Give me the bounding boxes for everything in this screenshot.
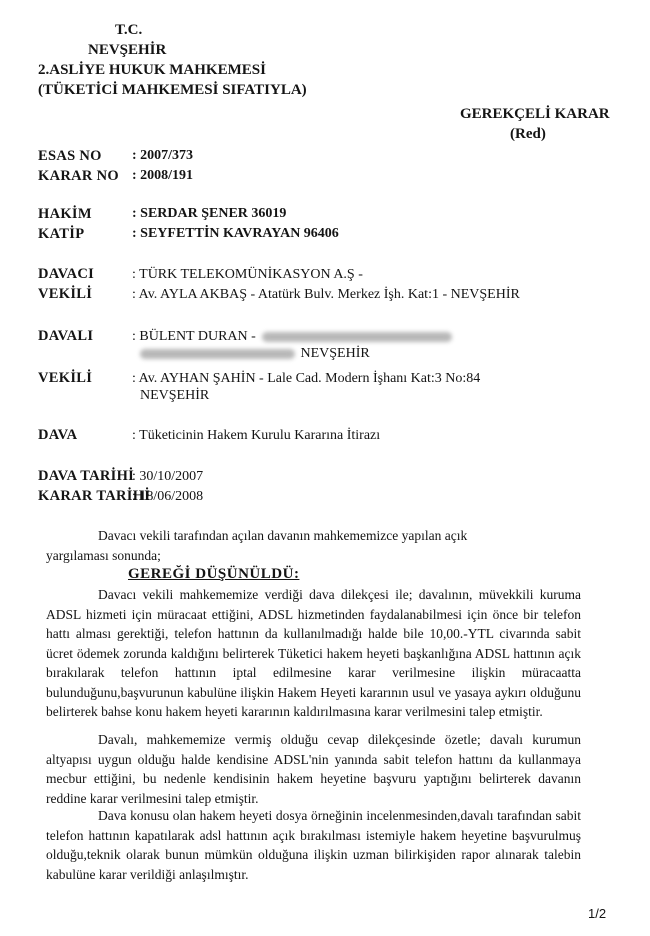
paragraph-3-text: Dava konusu olan hakem heyeti dosya örneğinin incelenmesinden,davalı tarafından sabit telefon hattının kapatılarak adsl hattının açık bırakılması istemiyle hakem heyetine başvurulmuş olduğu,teknik olarak bunun mümkün olduğuna ilişkin uzman bilirkişiden rapor alınarak talebin kabulüne karar verildiği anlaşılmıştır. <box>46 808 581 882</box>
davali-name: : BÜLENT DURAN - <box>132 329 256 344</box>
dava-label: DAVA <box>38 427 78 443</box>
davaci-label: DAVACI <box>38 266 95 282</box>
intro-line-1: Davacı vekili tarafından açılan davanın mahkememizce yapılan açık <box>98 528 468 543</box>
court-name: 2.ASLİYE HUKUK MAHKEMESİ <box>38 62 266 78</box>
katip-label: KATİP <box>38 226 85 242</box>
header-tc: T.C. <box>115 22 143 38</box>
redacted-address-line1 <box>262 332 452 342</box>
karar-label: KARAR NO <box>38 168 119 184</box>
davali-value <box>132 329 452 345</box>
intro-line-2: yargılaması sonunda; <box>46 548 161 563</box>
davaci-vekili-value: : Av. AYLA AKBAŞ - Atatürk Bulv. Merkez İşh. Kat:1 - NEVŞEHİR <box>132 287 520 302</box>
court-role: (TÜKETİCİ MAHKEMESİ SIFATIYLA) <box>38 82 307 98</box>
header-city: NEVŞEHİR <box>88 42 167 58</box>
davaci-vekili-label: VEKİLİ <box>38 286 93 302</box>
davali-vekili-value: : Av. AYHAN ŞAHİN - Lale Cad. Modern İşhanı Kat:3 No:84 <box>132 371 481 386</box>
davali-label: DAVALI <box>38 328 94 344</box>
page-number: 1/2 <box>588 906 607 921</box>
decision-title: GEREKÇELİ KARAR <box>460 106 610 122</box>
paragraph-3 <box>46 806 581 884</box>
paragraph-1 <box>46 585 581 722</box>
karar-tarihi-value: : 18/06/2008 <box>132 489 204 504</box>
esas-label: ESAS NO <box>38 148 102 164</box>
davaci-value: : TÜRK TELEKOMÜNİKASYON A.Ş - <box>132 267 363 282</box>
karar-value: : 2008/191 <box>132 168 194 183</box>
section-title: GEREĞİ DÜŞÜNÜLDÜ: <box>128 566 300 582</box>
paragraph-2-text: Davalı, mahkememize vermiş olduğu cevap dilekçesinde özetle; davalı kurumun altyapısı uygun olduğu halde kendisine ADSL'nin yanında sabit telefon hattını da kullanmaya mecbur ettiğini, bu nedenle kendisinin hakem heyetine başvuru yaptığını belirterek davanın reddine karar verilmesini talep etmiştir. <box>46 732 581 806</box>
paragraph-1-text: Davacı vekili mahkememize verdiği dava dilekçesi ile; davalının, müvekkili kuruma ADSL hizmeti için müracaat ettiğini, ADSL hizmetinden faydalanabilmesi için önce bir telefon hattı alması gerektiği, telefon hattının da kullanılmadığı halde bile 10,00.-YTL civarında sabit ücret ödemek zorunda kaldığını belirterek Tüketici hakem heyeti başkanlığına ADSL hattının açık bırakılarak telefon hattının iptal edilmesine karar verilmesine ilişkin müracaatta bulunduğunu,başvurunun kabulüne ilişkin Hakem Heyeti kararının usul ve yasaya aykırı olduğunu belirterek bahse konu hakem heyeti kararının kaldırılmasına karar verilmesini talep etmiştir. <box>46 587 581 719</box>
davali-address-line2 <box>140 346 370 362</box>
paragraph-2 <box>46 730 581 808</box>
dava-tarihi-label: DAVA TARİHİ <box>38 468 135 484</box>
redacted-address-line2 <box>140 349 295 359</box>
esas-value: : 2007/373 <box>132 148 194 163</box>
karar-tarihi-label: KARAR TARİHİ <box>38 488 151 504</box>
davali-vekili-label: VEKİLİ <box>38 370 93 386</box>
hakim-label: HAKİM <box>38 206 92 222</box>
dava-tarihi-value: : 30/10/2007 <box>132 469 204 484</box>
dava-value: : Tüketicinin Hakem Kurulu Kararına İtirazı <box>132 428 381 443</box>
davali-city: NEVŞEHİR <box>300 346 370 361</box>
katip-value: : SEYFETTİN KAVRAYAN 96406 <box>132 226 339 241</box>
davali-vekili-city: NEVŞEHİR <box>140 388 210 403</box>
decision-subtitle: (Red) <box>510 126 546 142</box>
hakim-value: : SERDAR ŞENER 36019 <box>132 206 287 221</box>
